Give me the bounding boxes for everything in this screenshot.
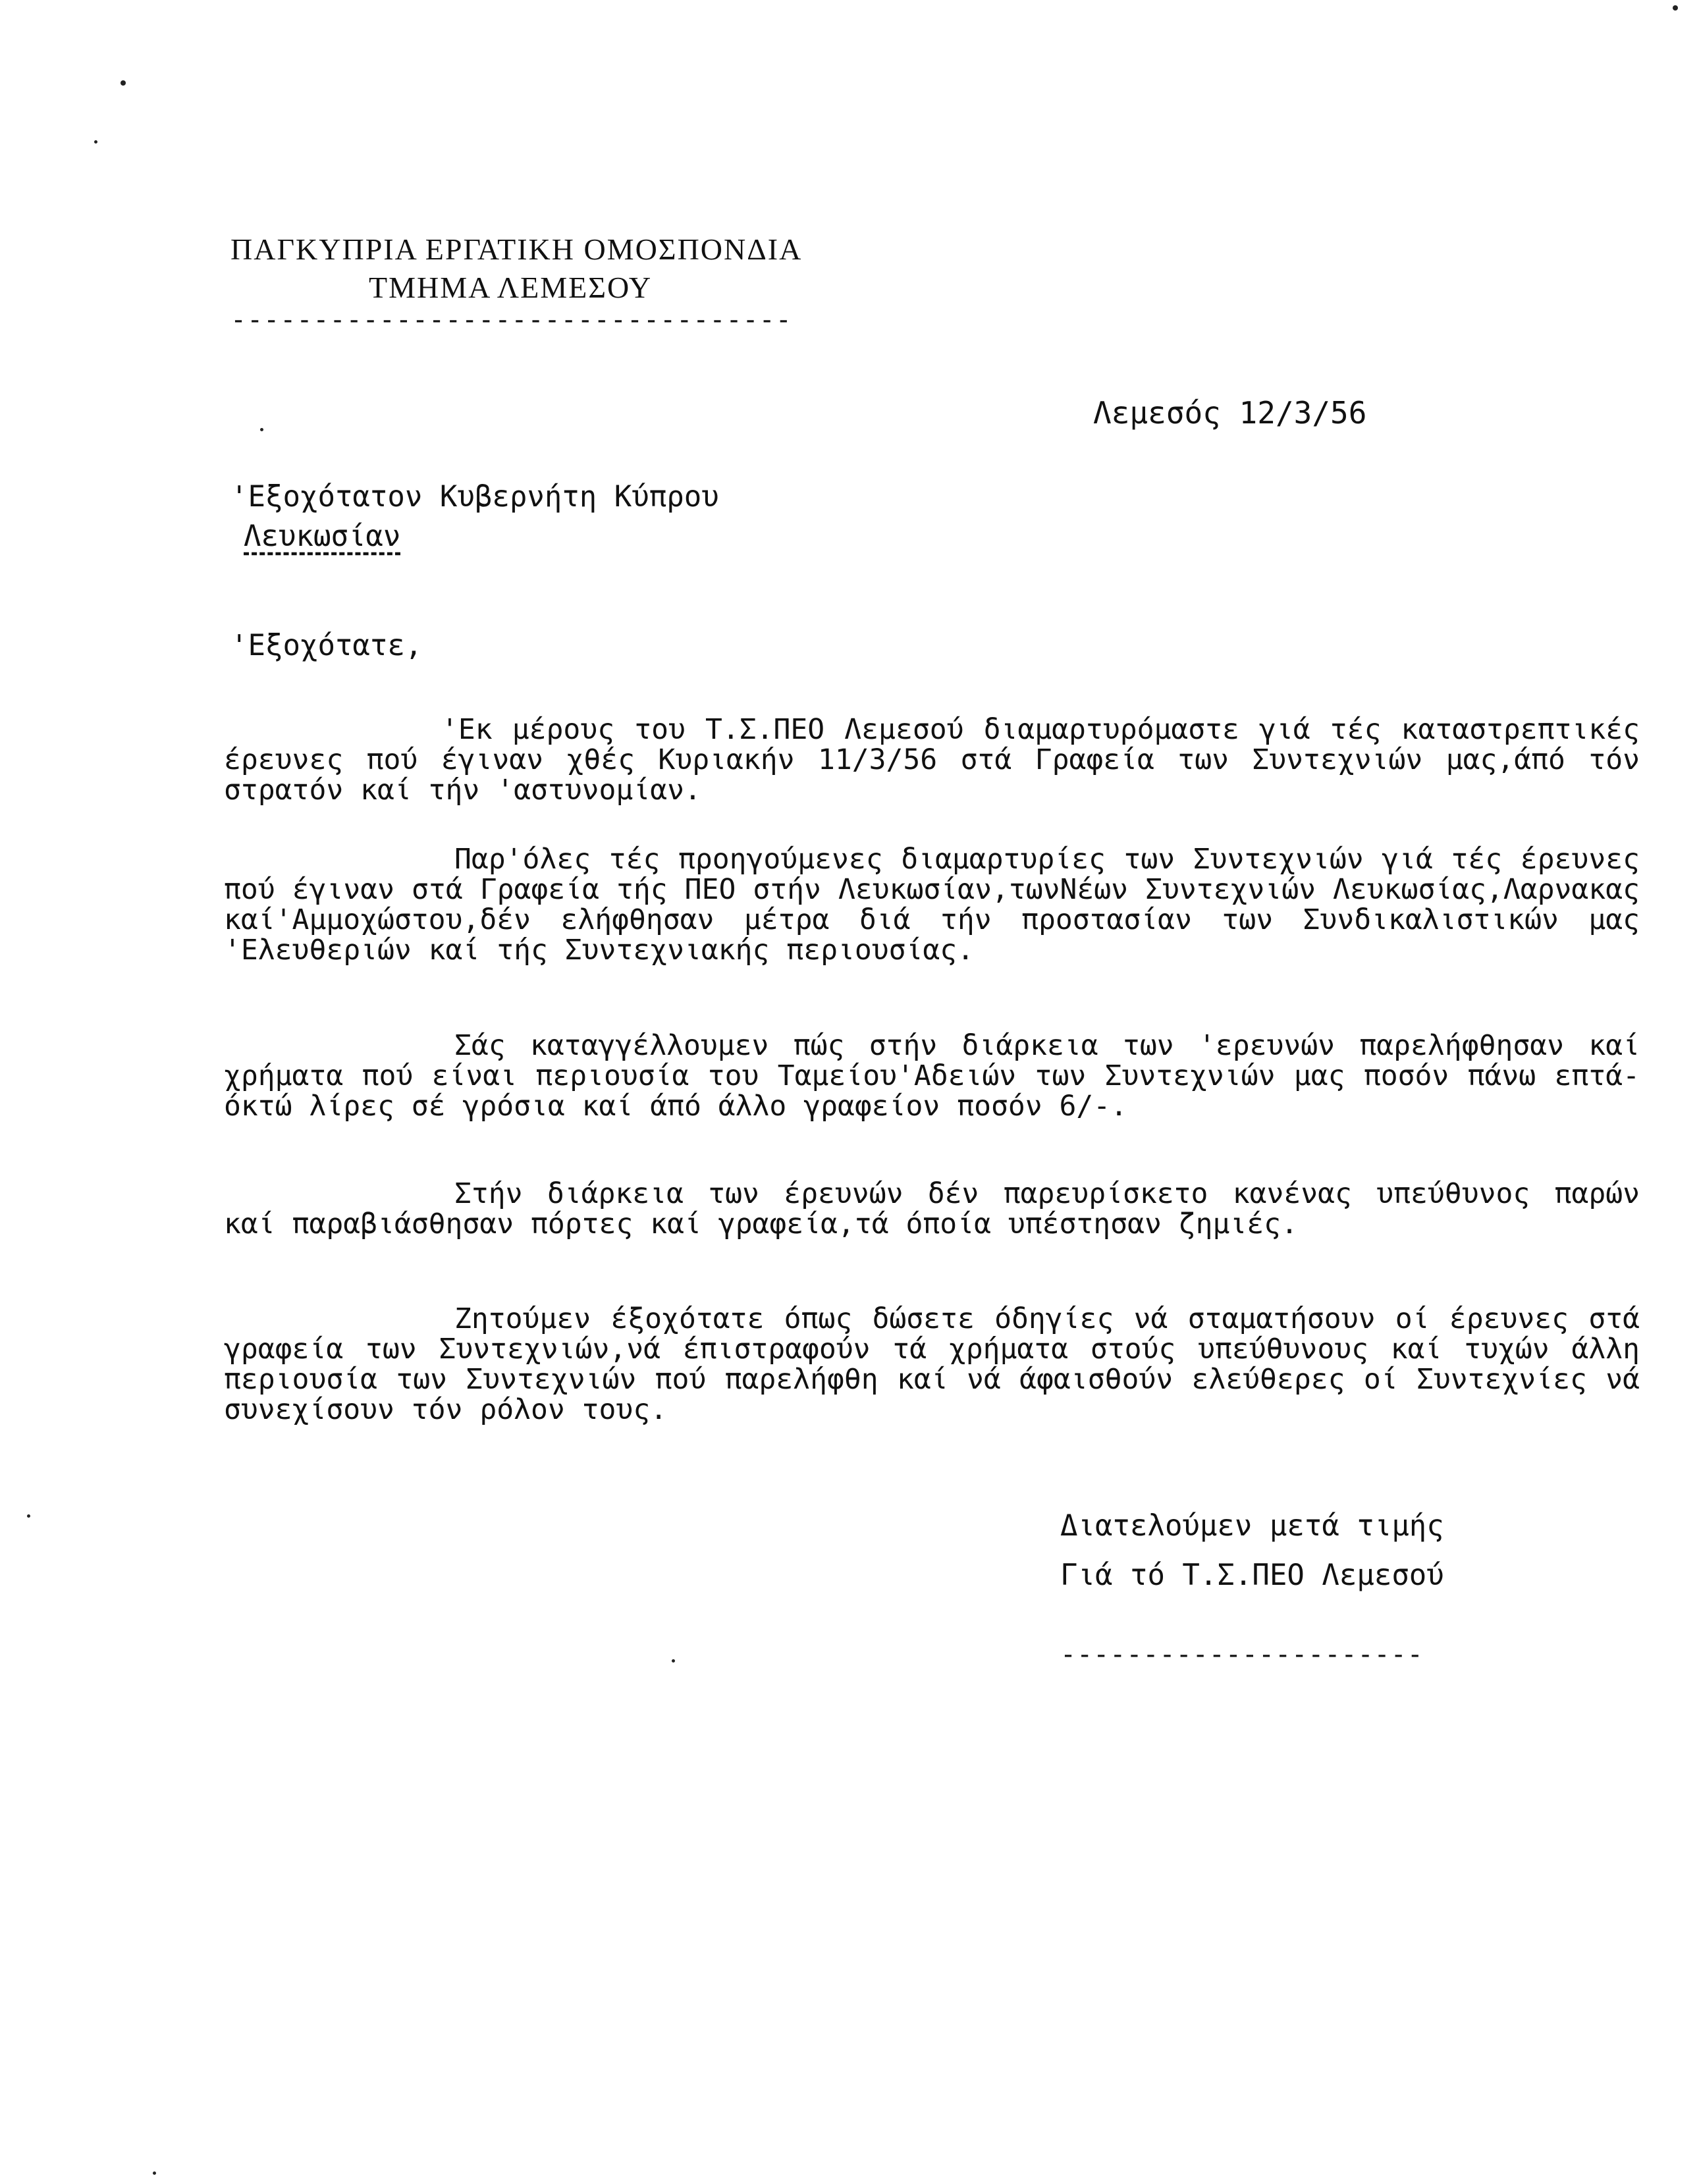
letter-date: Λεμεσός 12/3/56 — [1093, 395, 1367, 431]
body-paragraph-3: Σάς καταγγέλλουμεν πώς στήν διάρκεια των 'ερευνών παρελήφθησαν καί χρήματα πού είναι περιουσία του Ταμείου'Αδειών των Συντεχνιών μας ποσόν πάνω επτά-όκτώ λίρες σέ γρόσια καί άπό άλλο γραφείον ποσόν 6/-. — [224, 1029, 1640, 1123]
letterhead — [230, 230, 803, 333]
org-name: ΠΑΓΚΥΠΡΙΑ ΕΡΓΑΤΙΚΗ ΟΜΟΣΠΟΝΔΙΑ — [230, 232, 803, 266]
letterhead-rule: ---------------------------------- — [230, 307, 792, 333]
recipient-block — [230, 477, 719, 556]
closing-signatory: Γιά τό Τ.Σ.ΠΕΟ Λεμεσού — [1060, 1558, 1444, 1592]
recipient-city: Λευκωσίαν — [244, 519, 401, 553]
scan-speck — [27, 1514, 30, 1518]
scan-speck — [94, 140, 97, 144]
closing-line: Διατελούμεν μετά τιμής — [1060, 1509, 1444, 1543]
department: ΤΜΗΜΑ ΛΕΜΕΣΟΥ — [369, 271, 653, 304]
salutation: 'Εξοχότατε, — [230, 629, 423, 662]
body-paragraph-2: Παρ'όλες τές προηγούμενες διαμαρτυρίες των Συντεχνιών γιά τές έρευνες πού έγιναν στά Γραφεία τής ΠΕΟ στήν Λευκωσίαν,τωνΝέων Συντεχνιών Λευκωσίας,Λαρνακας καί'Αμμοχώστου,δέν ελήφθησαν μέτρα διά τήν προστασίαν των Συνδικαλιστικών μας 'Ελευθεριών καί τής Συντεχνιακής περιουσίας. — [224, 843, 1640, 967]
closing-block — [1060, 1501, 1444, 1600]
body-paragraph-5: Ζητούμεν έξοχότατε όπως δώσετε όδηγίες νά σταματήσουν οί έρευνες στά γραφεία των Συντεχνιών,νά έπιστραφούν τά χρήματα στούς υπεύθυνους καί τυχών άλλη περιουσία των Συντεχνιών πού παρελήφθη καί νά άφαισθούν ελεύθερες οί Συντεχνίες νά συνεχίσουν τόν ρόλον τους. — [224, 1302, 1640, 1426]
scan-speck — [260, 428, 263, 431]
body-paragraph-1: 'Εκ μέρους του Τ.Σ.ΠΕΟ Λεμεσού διαμαρτυρόμαστε γιά τές καταστρεπτικές έρευνες πού έγιναν χθές Κυριακήν 11/3/56 στά Γραφεία των Συντεχνιών μας,άπό τόν στρατόν καί τήν 'αστυνομίαν. — [224, 713, 1640, 807]
recipient-title: 'Εξοχότατον Κυβερνήτη Κύπρου — [230, 480, 719, 514]
signature-line: ---------------------- — [1060, 1639, 1424, 1670]
scan-speck — [121, 80, 126, 86]
scan-speck — [1673, 5, 1678, 11]
scan-speck — [672, 1659, 675, 1663]
scan-speck — [153, 2171, 156, 2175]
body-paragraph-4: Στήν διάρκεια των έρευνών δέν παρευρίσκετο κανένας υπεύθυνος παρών καί παραβιάσθησαν πόρτες καί γραφεία,τά όποία υπέστησαν ζημιές. — [224, 1177, 1640, 1240]
